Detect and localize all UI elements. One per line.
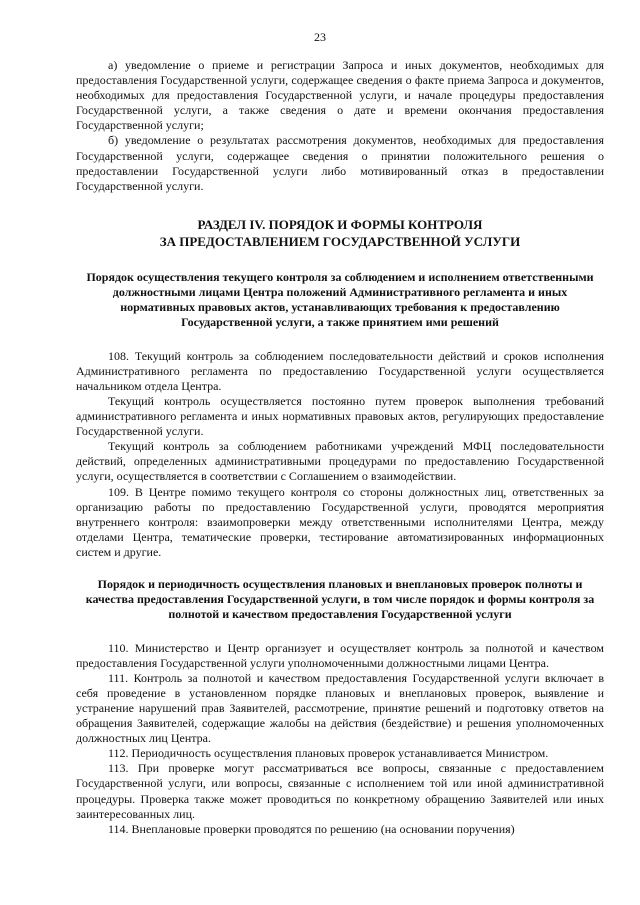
paragraph-108: 108. Текущий контроль за соблюдением последовательности действий и сроков исполнения Административного регламента по предоставлению Государственной услуги осуществляется начальником отдела Центра. [76,348,604,393]
paragraph-114: 114. Внеплановые проверки проводятся по решению (на основании поручения) [108,821,515,836]
page-number: 23 [314,30,326,44]
document-body [76,58,604,837]
section-heading-line-1: РАЗДЕЛ IV. ПОРЯДОК И ФОРМЫ КОНТРОЛЯ [197,216,483,232]
paragraph-109: 109. В Центре помимо текущего контроля со стороны должностных лиц, ответственных за организацию работы по предоставлению Государственной услуги, проводятся мероприятия внутреннего контроля: взаимопроверки между ответственными исполнителями Центра, между отделами Центра, тематические проверки, тестирование автоматизированных информационных систем и другие. [76,484,604,559]
section-heading [76,216,604,250]
paragraph-113: 113. При проверке могут рассматриваться все вопросы, связанные с предоставлением Государственной услуги, или вопросы, связанные с исполнением той или иной административной процедуры. Проверка также может проводиться по конкретному обращению Заявителей или иных заинтересованных лиц. [76,761,604,821]
paragraph-mfc-control: Текущий контроль за соблюдением работниками учреждений МФЦ последовательности действий, определенных административными процедурами по предоставлению Государственной услуги, осуществляется в соответствии с Соглашением о взаимодействии. [76,439,604,484]
section-heading-line-2: ЗА ПРЕДОСТАВЛЕНИЕМ ГОСУДАРСТВЕННОЙ УСЛУГИ [159,233,521,249]
subsection-heading-current-control: Порядок осуществления текущего контроля за соблюдением и исполнением ответственными должностными лицами Центра положений Административного регламента и иных нормативных правовых актов, устанавливающих требования к предоставлению Государственной услуги, а также принятием ими решений [86,269,594,330]
paragraph-notice-b: б) уведомление о результатах рассмотрения документов, необходимых для предоставления Государственной услуги, содержащее сведения о принятии положительного решения о предоставлении Государственной услуги либо мотивированный отказ в предоставлении Государственной услуги. [76,133,604,193]
paragraph-notice-a: а) уведомление о приеме и регистрации Запроса и иных документов, необходимых для предоставления Государственной услуги, содержащее сведения о факте приема Запроса и документов, необходимых для предоставления Государственной услуги, и начале процедуры предоставления Государственной услуги, а также сведения о дате и времени окончания предоставления Государственной услуги; [76,58,604,133]
paragraph-current-control-method: Текущий контроль осуществляется постоянно путем проверок выполнения требований административного регламента и иных нормативных правовых актов, регулирующих предоставление Государственной услуги. [76,393,604,439]
paragraph-112: 112. Периодичность осуществления плановых проверок устанавливается Министром. [108,746,549,761]
subsection-heading-inspections: Порядок и периодичность осуществления плановых и внеплановых проверок полноты и качества предоставления Государственной услуги, в том числе порядок и формы контроля за полнотой и качеством предоставления Государственной услуги [85,576,595,622]
paragraph-111: 111. Контроль за полнотой и качеством предоставления Государственной услуги включает в себя проведение в установленном порядке плановых и внеплановых проверок, выявление и устранение нарушений прав Заявителей, рассмотрение, принятие решений и подготовку ответов на обращения Заявителей, содержащие жалобы на действия (бездействие) и решения уполномоченных должностных лиц Центра. [76,670,604,746]
paragraph-110: 110. Министерство и Центр организует и осуществляет контроль за полнотой и качеством предоставления Государственной услуги уполномоченными должностными лицами Центра. [76,640,604,670]
